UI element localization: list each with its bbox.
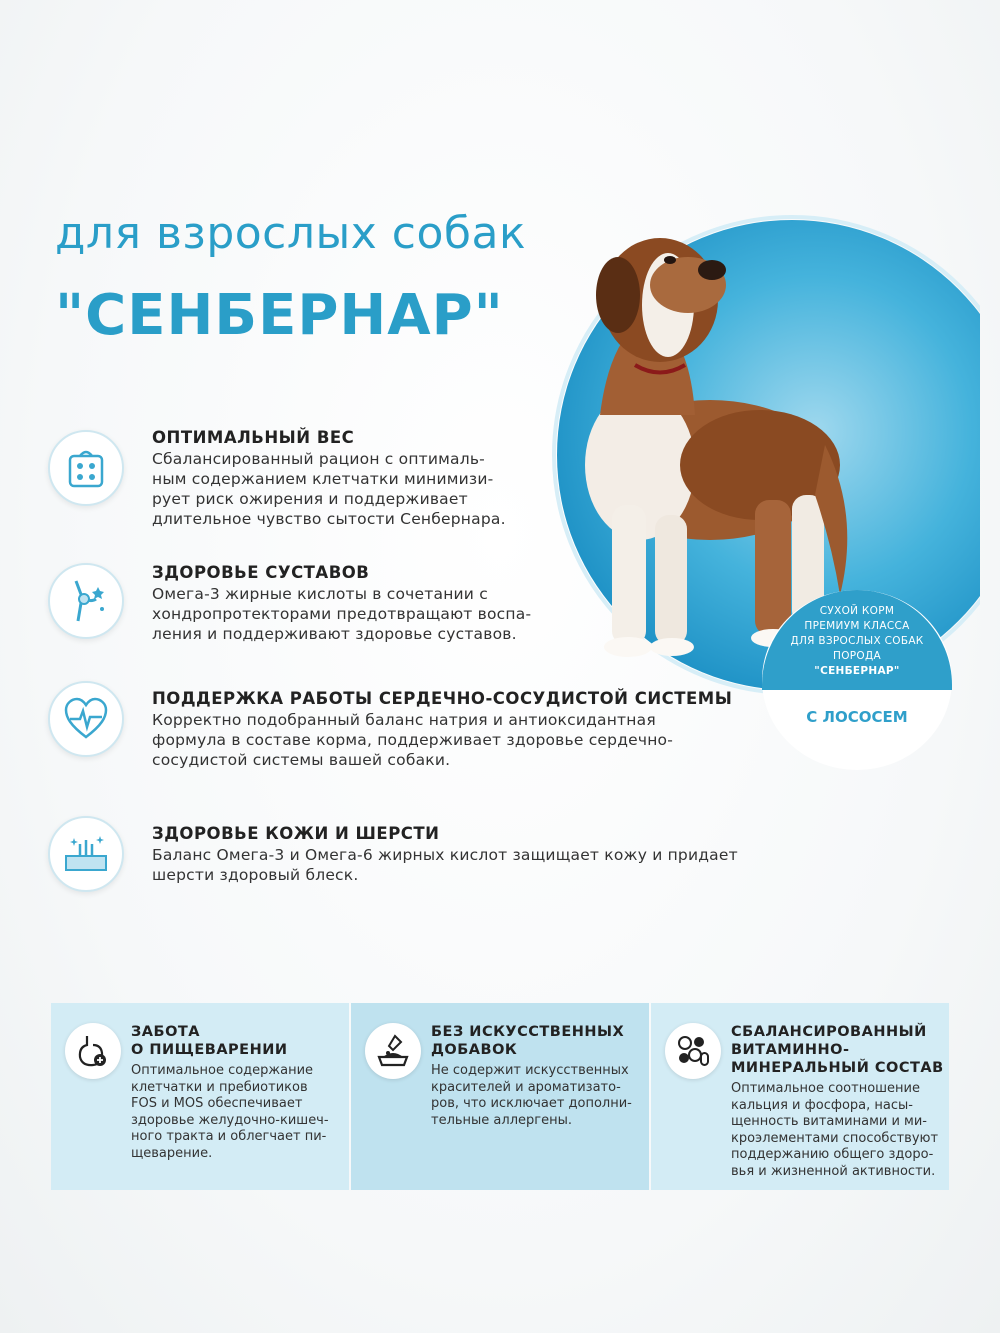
feature-line: Корректно подобранный баланс натрия и антиоксидантная xyxy=(152,711,656,729)
panel-line: щенность витаминами и ми- xyxy=(731,1114,927,1130)
panel-title-line: МИНЕРАЛЬНЫЙ СОСТАВ xyxy=(731,1060,944,1076)
panel-line: щеварение. xyxy=(131,1145,213,1161)
panel-title-line: СБАЛАНСИРОВАННЫЙ xyxy=(731,1024,927,1040)
panel-line: Оптимальное содержание xyxy=(131,1063,314,1078)
panel-line: красителей и ароматизато- xyxy=(431,1079,621,1095)
feature-line: Омега-3 жирные кислоты в сочетании с xyxy=(152,585,488,603)
panel-line: клетчатки и пребиотиков xyxy=(131,1079,308,1095)
panel-line: ров, что исключает дополни- xyxy=(431,1096,632,1112)
feature-title: ЗДОРОВЬЕ КОЖИ И ШЕРСТИ xyxy=(152,824,440,843)
breed-title: "СЕНБЕРНАР" xyxy=(55,283,504,348)
feature-line: ления и поддерживают здоровье суставов. xyxy=(152,625,517,643)
panel-line: кроэлементами способствуют xyxy=(731,1130,939,1146)
badge-line: СУХОЙ КОРМ xyxy=(819,605,895,617)
heart-pulse-icon xyxy=(48,681,124,757)
panel-title-line: О ПИЩЕВАРЕНИИ xyxy=(131,1042,288,1058)
panel-line: здоровье желудочно-кишеч- xyxy=(131,1112,329,1128)
panel-line: поддержанию общего здоро- xyxy=(731,1147,934,1163)
panel-line: Не содержит искусственных xyxy=(431,1063,629,1078)
panel-title-line: ЗАБОТА xyxy=(131,1024,201,1040)
panel-vitamins-minerals xyxy=(651,1003,949,1190)
scale-paws-icon xyxy=(48,430,124,506)
feature-line: Баланс Омега-3 и Омега-6 жирных кислот защищает кожу и придает xyxy=(152,846,738,864)
feature-line: ным содержанием клетчатки минимизи- xyxy=(152,470,494,488)
panel-line: кальция и фосфора, насы- xyxy=(731,1097,913,1113)
badge-line: ПРЕМИУМ КЛАССА xyxy=(804,620,910,632)
joint-icon xyxy=(48,563,124,639)
badge-line: ДЛЯ ВЗРОСЛЫХ СОБАК xyxy=(790,635,924,647)
badge-breed: "СЕНБЕРНАР" xyxy=(814,665,900,677)
badge-line: ПОРОДА xyxy=(833,650,881,662)
panel-line: вья и жизненной активности. xyxy=(731,1163,936,1179)
feature-line: формула в составе корма, поддерживает здоровье сердечно- xyxy=(152,731,674,749)
panel-title-line: БЕЗ ИСКУССТВЕННЫХ xyxy=(431,1024,625,1040)
badge-flavor: С ЛОСОСЕМ xyxy=(806,708,908,726)
panel-line: FOS и MOS обеспечивает xyxy=(131,1096,303,1112)
panel-line: ного тракта и облегчает пи- xyxy=(131,1129,327,1145)
panel-line: Оптимальное соотношение xyxy=(731,1081,921,1096)
product-badge xyxy=(762,590,952,770)
subtitle-heading: для взрослых собак xyxy=(55,208,527,259)
feature-title: ЗДОРОВЬЕ СУСТАВОВ xyxy=(152,563,370,582)
feature-line: Сбалансированный рацион с оптималь- xyxy=(152,450,485,468)
panel-title-line: ВИТАМИННО- xyxy=(731,1042,850,1058)
skin-hair-icon xyxy=(48,816,124,892)
panel-no-additives xyxy=(351,1003,649,1190)
panel-digestion xyxy=(51,1003,349,1190)
feature-line: шерсти здоровый блеск. xyxy=(152,866,359,884)
feature-title: ПОДДЕРЖКА РАБОТЫ СЕРДЕЧНО-СОСУДИСТОЙ СИСТЕМЫ xyxy=(152,689,733,708)
feature-line: рует риск ожирения и поддерживает xyxy=(152,490,468,508)
feature-line: сосудистой системы вашей собаки. xyxy=(152,751,451,769)
feature-line: хондропротекторами предотвращают воспа- xyxy=(152,605,532,623)
panel-line: тельные аллергены. xyxy=(431,1112,572,1128)
vitamins-icon xyxy=(665,1023,721,1079)
bowl-dropper-icon xyxy=(365,1023,421,1079)
panel-title-line: ДОБАВОК xyxy=(431,1042,518,1058)
feature-line: длительное чувство сытости Сенбернара. xyxy=(152,510,506,528)
stomach-icon xyxy=(65,1023,121,1079)
feature-title: ОПТИМАЛЬНЫЙ ВЕС xyxy=(152,428,355,447)
